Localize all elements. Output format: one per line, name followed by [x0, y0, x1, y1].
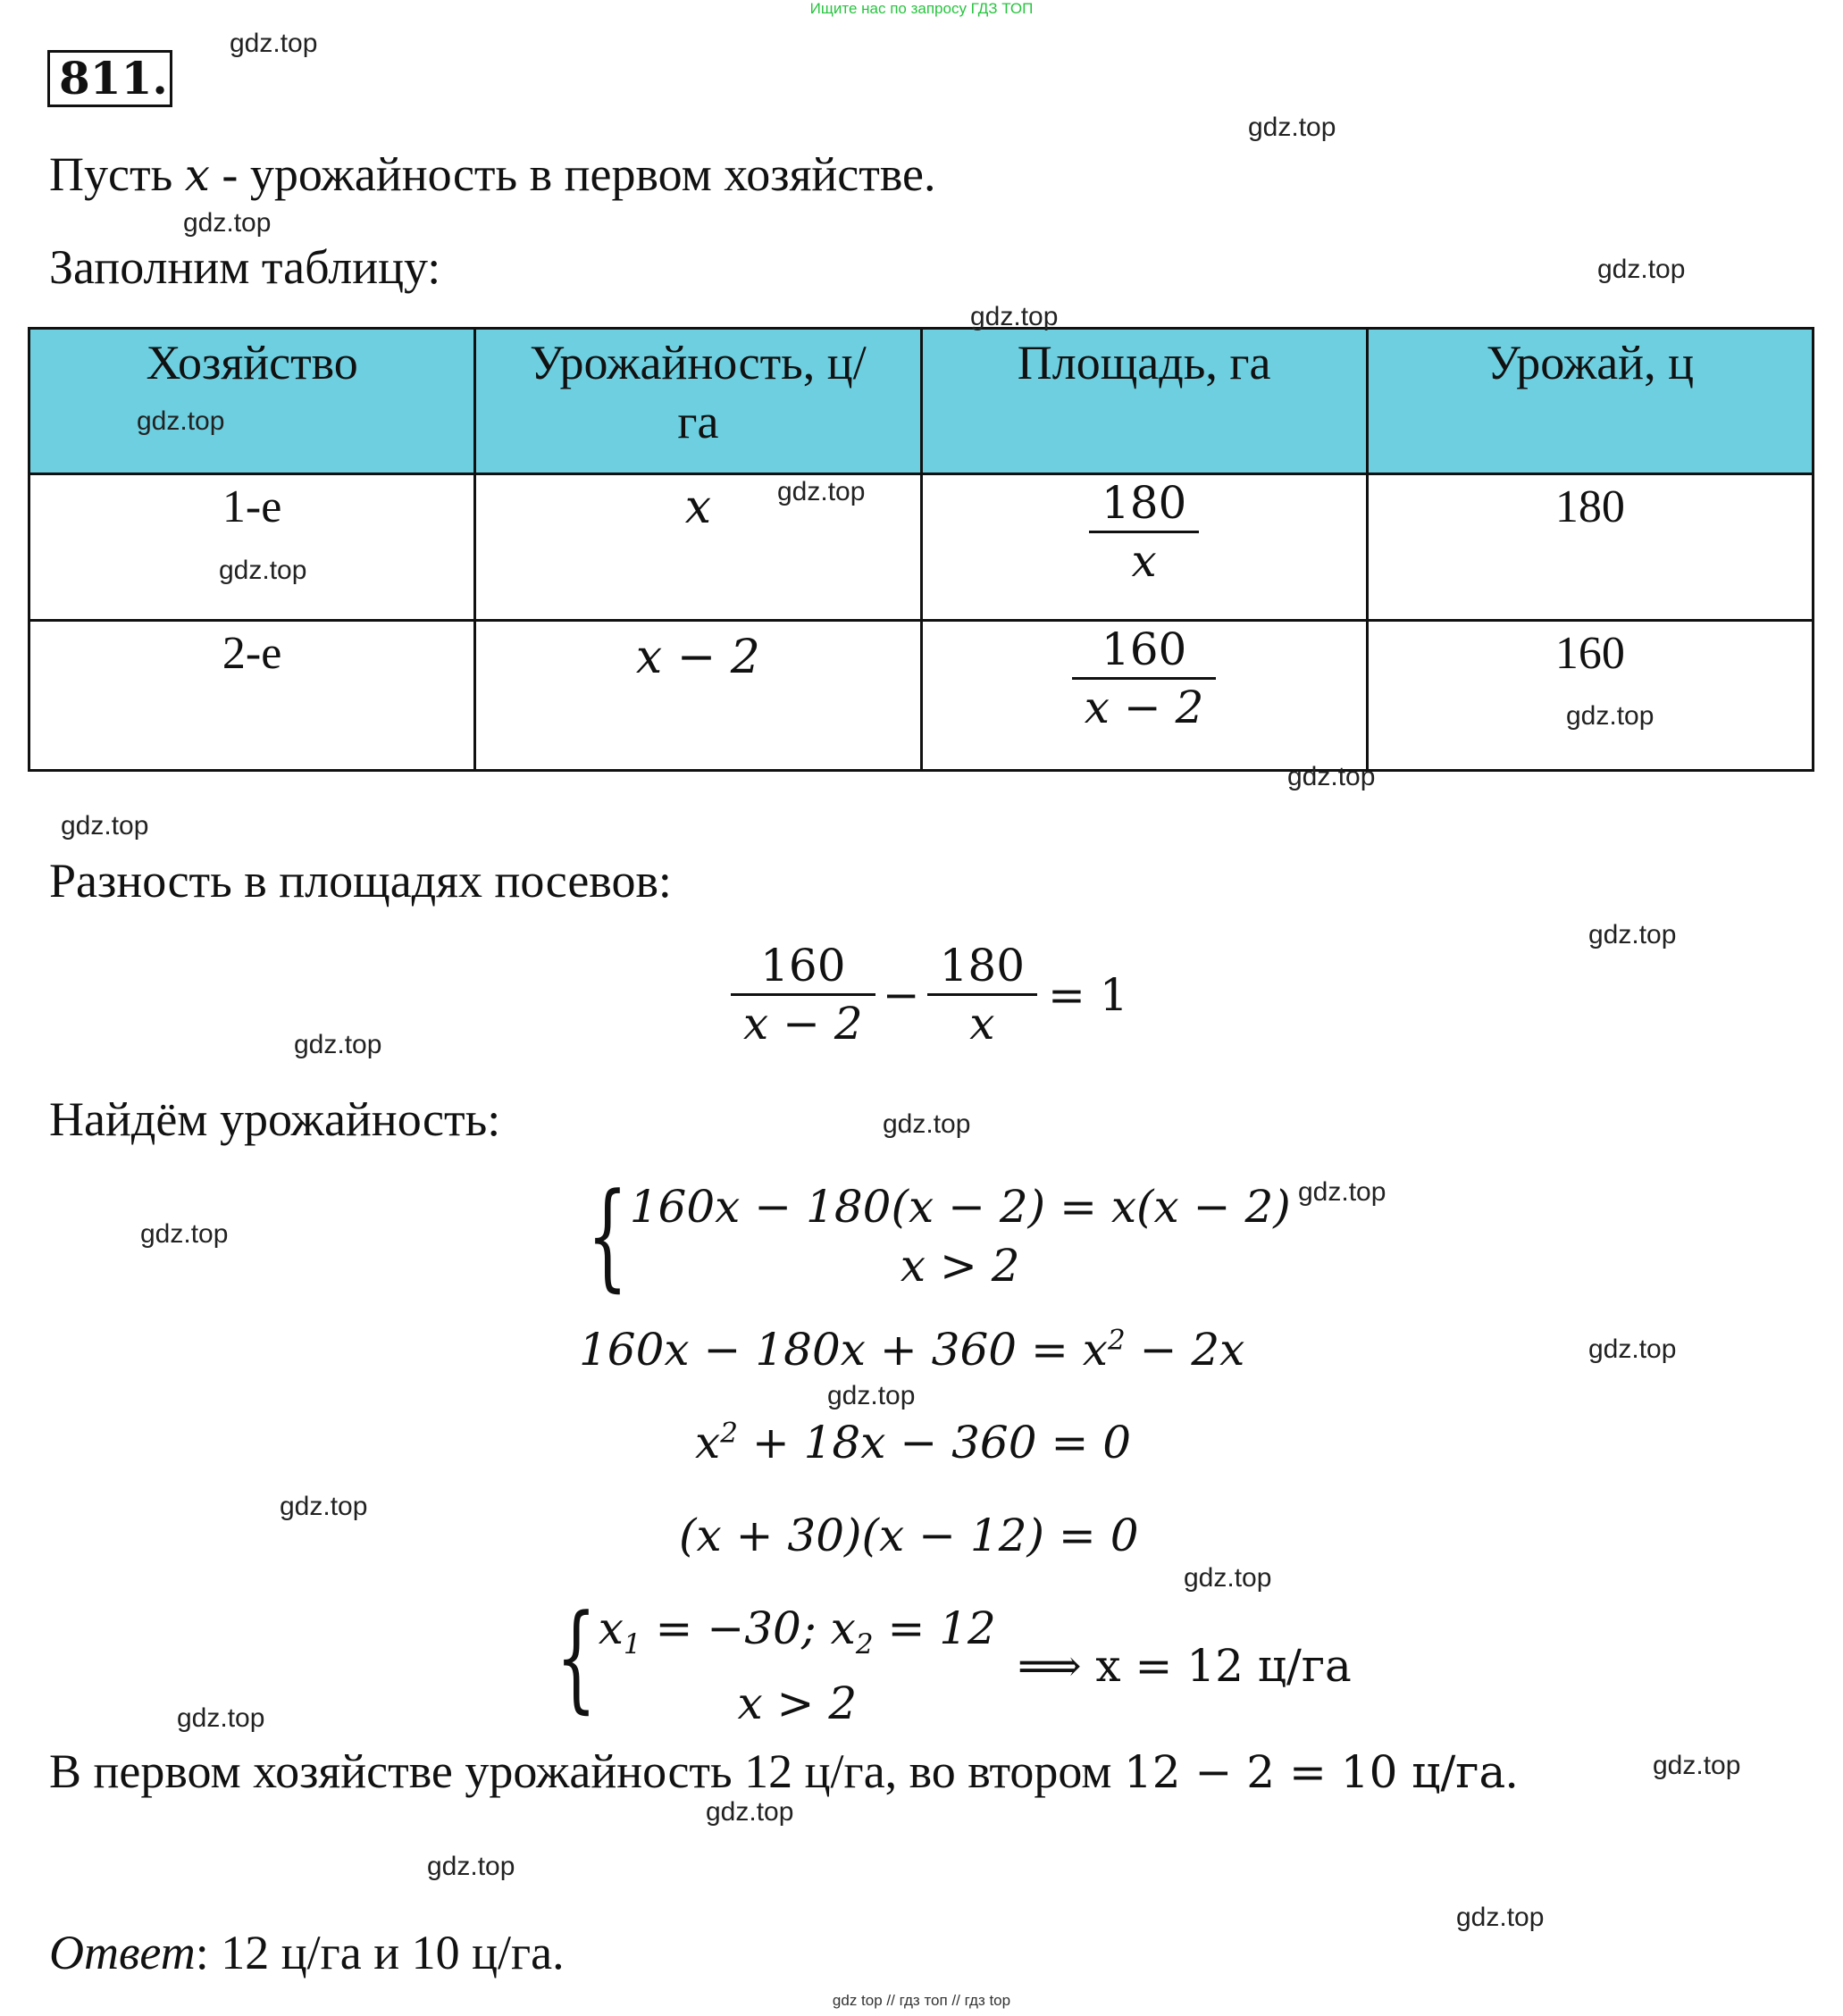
fraction-numerator: 180	[939, 940, 1026, 991]
eq2-left: x	[695, 1417, 721, 1468]
fill-table-label: Заполним таблицу:	[49, 240, 441, 294]
system-lines	[599, 1599, 996, 1733]
watermark: gdz.top	[294, 1030, 382, 1059]
fraction-numerator: 180	[1101, 477, 1187, 529]
watermark: gdz.top	[61, 811, 149, 841]
eq1-right: − 2x	[1125, 1324, 1245, 1376]
footer: gdz top // гдз топ // гдз top	[832, 1992, 1011, 2009]
cell-area	[921, 474, 1367, 621]
system-2	[523, 1589, 1352, 1733]
system-line-2: x > 2	[737, 1677, 858, 1729]
header-harvest: Урожай, ц	[1367, 329, 1813, 474]
x1-sub: 1	[623, 1628, 641, 1660]
eq1-left: 160x − 180x + 360 = x	[579, 1324, 1108, 1376]
equation-2	[695, 1417, 1131, 1468]
eq2-sup: 2	[720, 1417, 738, 1450]
minus-sign: −	[882, 968, 920, 1021]
watermark: gdz.top	[1597, 255, 1686, 284]
intro-let: Пусть	[49, 147, 173, 201]
watermark: gdz.top	[1653, 1751, 1741, 1780]
system-result: ⟹ x = 12 ц/га	[1017, 1640, 1352, 1692]
watermark: gdz.top	[230, 29, 318, 58]
fraction-numerator: 160	[760, 940, 846, 991]
header-yield: Урожайность, ц/га	[475, 329, 921, 474]
watermark: gdz.top	[280, 1492, 368, 1521]
equation-rhs: = 1	[1048, 968, 1128, 1021]
fraction-denominator: x − 2	[743, 998, 863, 1050]
table-row	[29, 621, 1814, 771]
top-banner: Ищите нас по запросу ГДЗ ТОП	[809, 0, 1034, 17]
fraction-numerator: 160	[1101, 623, 1187, 675]
system-line-1: 160x − 180(x − 2) = x(x − 2)	[629, 1181, 1291, 1233]
intro-var: x	[184, 149, 210, 201]
watermark: gdz.top	[1248, 113, 1336, 142]
conclusion-text: В первом хозяйстве урожайность 12 ц/га, во втором	[49, 1744, 1112, 1798]
watermark: gdz.top	[137, 406, 225, 436]
cell-farm: 2-е	[29, 621, 475, 771]
fraction-180	[927, 938, 1037, 1051]
intro-rest: - урожайность в первом хозяйстве.	[222, 147, 936, 201]
system-lines	[630, 1177, 1291, 1295]
eq1-sup: 2	[1107, 1324, 1126, 1357]
watermark: gdz.top	[183, 208, 272, 238]
fraction-denominator: x	[969, 998, 995, 1050]
system-line-1	[599, 1599, 996, 1674]
watermark: gdz.top	[1287, 762, 1376, 791]
system-1	[554, 1167, 1291, 1303]
difference-label: Разность в площадях посевов:	[49, 854, 672, 908]
watermark: gdz.top	[1566, 701, 1655, 731]
x1-val: = −30;	[641, 1602, 831, 1654]
left-brace: {	[556, 1589, 597, 1725]
watermark: gdz.top	[1184, 1563, 1272, 1593]
watermark: gdz.top	[427, 1852, 515, 1881]
intro-line	[49, 146, 936, 202]
cell-yield: x − 2	[475, 621, 921, 771]
equation-3: (x + 30)(x − 12) = 0	[679, 1510, 1139, 1561]
watermark: gdz.top	[827, 1381, 916, 1410]
watermark: gdz.top	[1588, 1334, 1677, 1364]
cell-farm: 1-е	[29, 474, 475, 621]
data-table	[28, 327, 1814, 772]
table-row	[29, 474, 1814, 621]
cell-area	[921, 621, 1367, 771]
watermark: gdz.top	[883, 1109, 971, 1139]
x2: x	[830, 1602, 856, 1654]
left-brace: {	[587, 1167, 628, 1303]
problem-number: 811.	[47, 50, 172, 107]
find-label: Найдём урожайность:	[49, 1092, 501, 1146]
header-farm: Хозяйство	[29, 329, 475, 474]
area-fraction	[1072, 622, 1217, 735]
watermark: gdz.top	[706, 1797, 794, 1827]
watermark: gdz.top	[1298, 1177, 1386, 1207]
header-area: Площадь, га	[921, 329, 1367, 474]
difference-equation	[731, 938, 1128, 1051]
watermark: gdz.top	[777, 477, 866, 506]
answer-label: Ответ	[49, 1926, 196, 1979]
fraction-denominator: x	[1131, 535, 1157, 587]
watermark: gdz.top	[140, 1219, 229, 1249]
cell-harvest: 160	[1367, 621, 1813, 771]
x2-sub: 2	[855, 1628, 874, 1660]
cell-harvest: 180	[1367, 474, 1813, 621]
fraction-160	[731, 938, 875, 1051]
equation-1	[579, 1324, 1244, 1376]
area-fraction	[1089, 475, 1199, 589]
watermark: gdz.top	[1588, 920, 1677, 949]
conclusion-dot: .	[1505, 1744, 1518, 1798]
cell-yield: x	[475, 474, 921, 621]
eq2-right: + 18x − 360 = 0	[737, 1417, 1132, 1468]
watermark: gdz.top	[219, 556, 307, 585]
x2-val: = 12	[873, 1602, 996, 1654]
system-line-2: x > 2	[900, 1240, 1020, 1292]
answer	[49, 1925, 565, 1980]
answer-text: : 12 ц/га и 10 ц/га.	[195, 1926, 565, 1979]
watermark: gdz.top	[1456, 1903, 1545, 1932]
watermark: gdz.top	[177, 1703, 265, 1733]
watermark: gdz.top	[970, 302, 1059, 331]
conclusion	[49, 1744, 1518, 1799]
x1: x	[598, 1602, 624, 1654]
fraction-denominator: x − 2	[1084, 682, 1204, 733]
conclusion-math: 12 − 2 = 10 ц/га	[1123, 1746, 1506, 1798]
